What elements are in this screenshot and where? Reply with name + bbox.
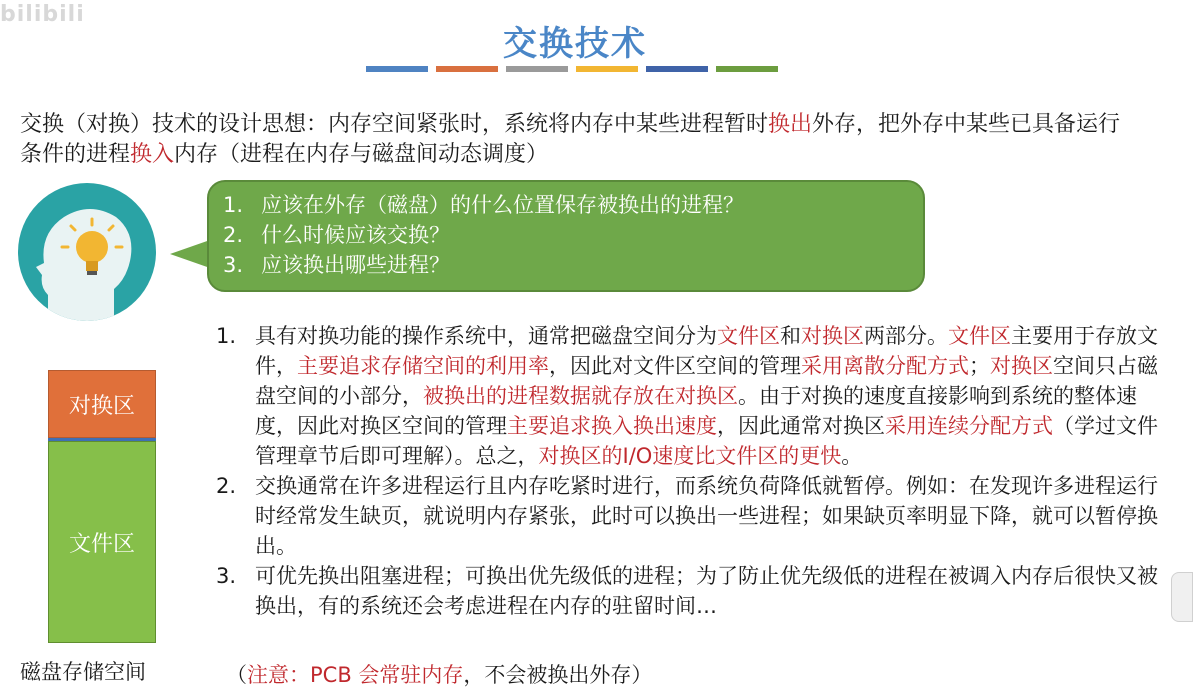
explanation-list — [216, 321, 1162, 621]
pcb-note: （注意：PCB 会常驻内存，不会被换出外存） — [226, 663, 653, 687]
item-number: 2. — [216, 474, 237, 498]
slide-title: 交换技术 — [503, 24, 647, 64]
explanation-item — [216, 471, 1162, 561]
question-item: 2. 什么时候应该交换？ — [223, 223, 450, 247]
body-text: 。 — [841, 444, 863, 468]
highlight-text: 文件区 — [717, 324, 780, 348]
disk-space-diagram — [48, 370, 156, 643]
body-text: ； — [969, 354, 990, 378]
intro-highlight: 换出 — [768, 112, 813, 137]
stripe — [366, 66, 428, 72]
disk-caption: 磁盘存储空间 — [20, 660, 146, 684]
intro-paragraph — [20, 110, 1140, 170]
stripe — [436, 66, 498, 72]
highlight-text: 主要追求存储空间的利用率 — [297, 354, 549, 378]
stripe — [576, 66, 638, 72]
body-text: 空间只占磁盘空间的小部分， — [255, 354, 1158, 408]
item-text — [255, 471, 1162, 561]
item-number: 1. — [216, 324, 237, 348]
question-item: 3. 应该换出哪些进程？ — [223, 253, 450, 277]
stripe — [506, 66, 568, 72]
body-text: 具有对换功能的操作系统中，通常把磁盘空间分为 — [255, 324, 717, 348]
title-underline-stripes — [366, 66, 778, 72]
explanation-item — [216, 561, 1162, 621]
body-text: 交换通常在许多进程运行且内存吃紧时进行，而系统负荷降低就暂停。例如：在发现许多进程运行时经常发生缺页，就说明内存紧张，此时可以换出一些进程；如果缺页率明显下降，就可以暂停换出。 — [255, 474, 1158, 558]
head-lightbulb-icon — [18, 183, 156, 321]
item-text — [255, 321, 1162, 471]
highlight-text: 采用离散分配方式 — [801, 354, 969, 378]
highlight-text: 采用连续分配方式 — [885, 414, 1053, 438]
question-item: 1. 应该在外存（磁盘）的什么位置保存被换出的进程？ — [223, 193, 744, 217]
intro-text: 内存（进程在内存与磁盘间动态调度） — [174, 142, 549, 167]
file-zone-block: 文件区 — [48, 441, 156, 643]
swap-zone-block: 对换区 — [48, 370, 156, 438]
body-text: ，因此对文件区空间的管理 — [549, 354, 801, 378]
body-text: 可优先换出阻塞进程；可换出优先级低的进程；为了防止优先级低的进程在被调入内存后很快又被换出，有的系统还会考虑进程在内存的驻留时间… — [255, 564, 1158, 618]
intro-highlight: 换入 — [130, 142, 175, 167]
item-text — [255, 561, 1162, 621]
highlight-text: 对换区的I/O速度比文件区的更快 — [538, 444, 842, 468]
highlight-text: 被换出的进程数据就存放在对换区 — [423, 384, 738, 408]
item-number: 3. — [216, 564, 237, 588]
highlight-text: 对换区 — [801, 324, 864, 348]
highlight-text: 主要追求换入换出速度 — [507, 414, 717, 438]
stripe — [646, 66, 708, 72]
stripe — [716, 66, 778, 72]
body-text: 两部分。 — [864, 324, 948, 348]
explanation-item — [216, 321, 1162, 471]
speech-bubble-tail — [170, 240, 210, 268]
body-text: 和 — [780, 324, 801, 348]
question-speech-bubble — [207, 180, 925, 292]
body-text: 。由于对换的速度直接影响到系统的整体速度，因此对换区空间的管理 — [255, 384, 1137, 438]
question-list — [223, 190, 909, 280]
intro-text: 交换（对换）技术的设计思想：内存空间紧张时，系统将内存中某些进程暂时 — [20, 112, 769, 137]
intro-text: 外存，把外存中某些已具备运行条件的进程 — [20, 112, 1121, 167]
body-text: （学过文件管理章节后即可理解）。总之， — [255, 414, 1158, 468]
body-text: ，因此通常对换区 — [717, 414, 885, 438]
body-text: 主要用于存放文件， — [255, 324, 1158, 378]
side-scroll-tab[interactable] — [1171, 572, 1193, 622]
watermark-logo: bilibili — [0, 2, 85, 27]
highlight-text: 对换区 — [990, 354, 1053, 378]
highlight-text: 文件区 — [948, 324, 1011, 348]
thinking-head-icon — [18, 183, 156, 321]
